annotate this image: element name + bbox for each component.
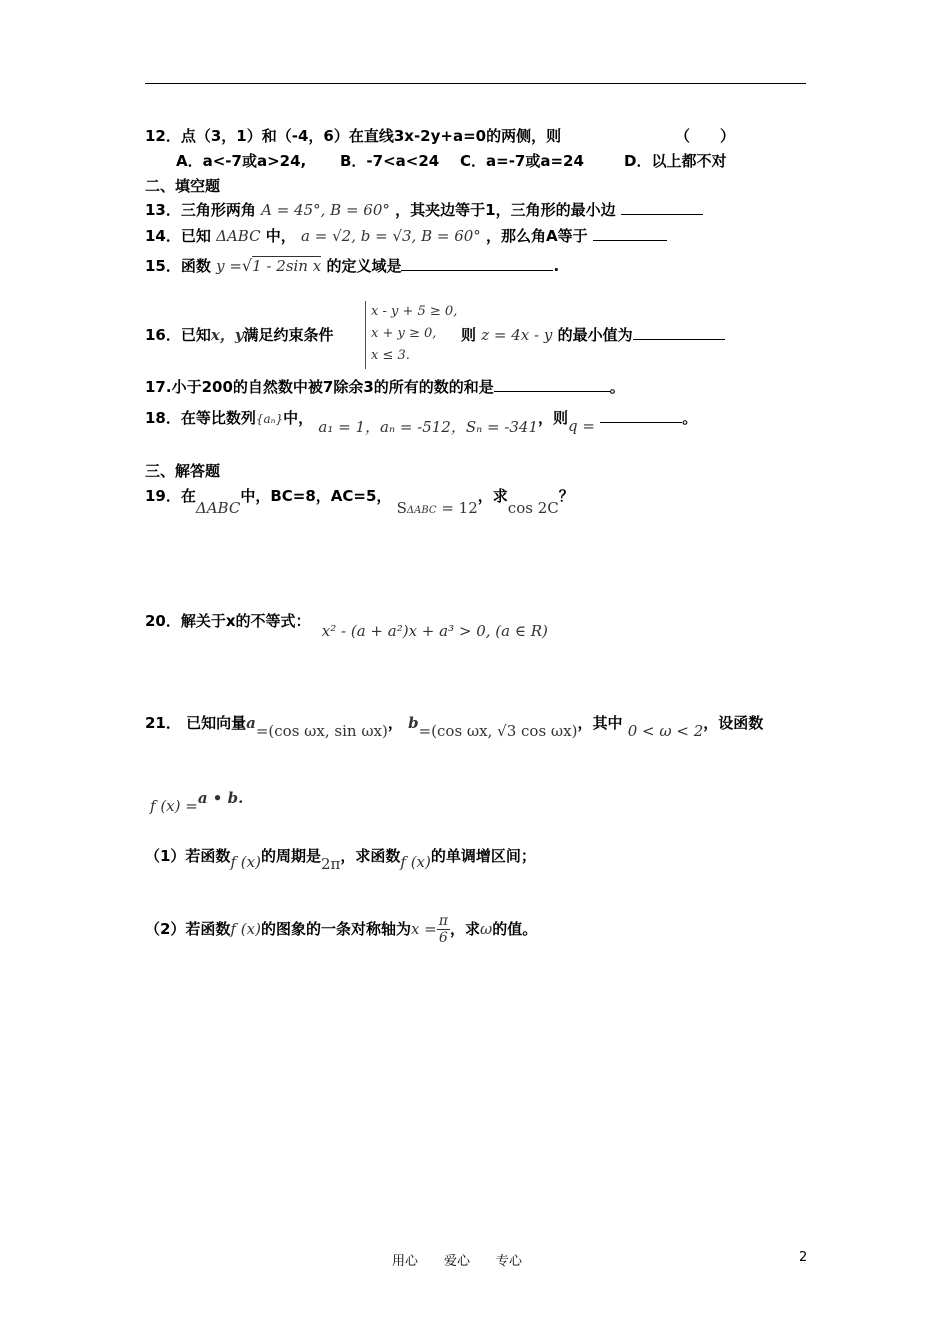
omega-range: 0 < ω < 2: [627, 722, 704, 740]
triangle-label: ΔABC: [216, 227, 261, 245]
question-12: [145, 126, 561, 146]
question-15-prefix: 15．函数: [145, 257, 211, 275]
period-mark: 。: [609, 378, 625, 396]
objective-function: z = 4x - y: [481, 326, 553, 344]
question-13-math: A = 45°, B = 60°: [261, 201, 390, 219]
part-1-prefix: （1）若函数: [145, 847, 231, 865]
area-expression: [397, 499, 478, 517]
part-2-axis-label: 的图象的一条对称轴为: [260, 920, 411, 938]
section-solve-heading: 三、解答题: [145, 462, 221, 480]
vector-b: b: [408, 714, 419, 732]
option-b: B．-7<a<24: [340, 152, 440, 170]
question-14-prefix: 14．已知: [145, 227, 211, 245]
question-16-constraint-label: 满足约束条件: [243, 326, 334, 344]
question-18-prefix: 18．在等比数列: [145, 409, 256, 427]
question-18: [145, 408, 698, 436]
f-of-x: f (x): [400, 853, 431, 871]
part-1-suffix: 的单调增区间；: [430, 847, 536, 865]
f-of-x: f (x): [230, 920, 261, 938]
answer-blank: [621, 200, 703, 215]
option-d: D．以上都不对: [624, 152, 727, 170]
page-number: 2: [799, 1250, 808, 1265]
question-20: [145, 611, 548, 640]
period-value: 2π: [320, 855, 341, 873]
question-21-suffix: ，设函数: [703, 714, 764, 732]
question-mark: ？: [558, 487, 574, 505]
question-19-ask: ，求: [477, 487, 508, 505]
question-21-prefix: 21． 已知向量: [145, 714, 247, 732]
question-21-part-2: [145, 913, 537, 946]
fraction-denominator: 6: [438, 930, 448, 946]
question-14-mid: 中，: [265, 227, 296, 245]
answer-bracket: （ ）: [675, 127, 736, 145]
header-rule: [145, 83, 806, 84]
question-18-math: a₁ = 1，aₙ = -512，Sₙ = -341: [318, 418, 539, 436]
question-16-then: 则: [461, 326, 477, 344]
footer-motto: 用心 爱心 专心: [392, 1254, 523, 1269]
question-15-suffix: 的定义域是: [326, 257, 402, 275]
constraint-2: x + y ≥ 0,: [371, 326, 437, 341]
function-y: y =: [216, 257, 242, 275]
vector-a-value: =(cos ωx, sin ωx): [255, 722, 388, 740]
cos-2c: cos 2C: [507, 499, 559, 517]
question-16-objective: [461, 325, 725, 345]
sqrt-icon: √: [241, 256, 253, 275]
answer-blank: [494, 377, 610, 392]
ratio-q: q =: [568, 417, 595, 435]
question-20-prefix: 20．解关于x的不等式：: [145, 612, 311, 630]
question-13: [145, 200, 703, 220]
answer-blank: [600, 408, 682, 423]
option-a: A．a<-7或a>24,: [176, 152, 307, 170]
question-16: [145, 325, 334, 345]
constraint-system: [365, 301, 457, 369]
question-15: [145, 256, 559, 276]
question-17: [145, 377, 625, 397]
option-c: C．a=-7或a=24: [460, 152, 584, 170]
question-21: [145, 713, 764, 740]
question-13-suffix: ，其夹边等于1，三角形的最小边: [395, 201, 616, 219]
omega-symbol: ω: [479, 920, 493, 938]
question-21-part-1: [145, 846, 536, 873]
question-16-prefix: 16．已知: [145, 326, 211, 344]
separator: ，: [387, 714, 403, 732]
pi-over-6: [437, 913, 450, 946]
area-subscript: ΔABC: [406, 505, 437, 516]
question-18-then: ，则: [538, 409, 569, 427]
question-14-suffix: ，那么角A等于: [486, 227, 588, 245]
part-2-ask: ，求: [449, 920, 480, 938]
question-19-given: 中，BC=8，AC=5，: [240, 487, 392, 505]
fraction-numerator: π: [438, 913, 448, 929]
f-of-x: f (x): [230, 853, 261, 871]
question-21-where: ，其中: [577, 714, 623, 732]
inequality: x² - (a + a²)x + a³ > 0, (a ∈ R): [321, 622, 548, 640]
question-13-prefix: 13．三角形两角: [145, 201, 256, 219]
question-19-prefix: 19．在: [145, 487, 196, 505]
dot-product: a • b.: [197, 789, 244, 807]
function-definition: [150, 789, 244, 816]
question-18-mid: 中，: [283, 409, 314, 427]
question-19: [145, 486, 574, 517]
f-of-x: f (x) =: [150, 797, 198, 815]
area-value: = 12: [441, 499, 478, 517]
question-14-math: a = √2, b = √3, B = 60°: [301, 227, 481, 245]
constraint-1: x - y + 5 ≥ 0,: [371, 304, 458, 319]
x-equals: x =: [410, 920, 437, 938]
period-mark: 。: [682, 409, 698, 427]
variables-xy: x，y: [210, 326, 244, 344]
question-16-suffix: 的最小值为: [557, 326, 633, 344]
question-14: [145, 226, 667, 246]
constraint-3: x ≤ 3.: [371, 348, 410, 363]
part-2-prefix: （2）若函数: [145, 920, 231, 938]
triangle-label: ΔABC: [195, 499, 241, 517]
answer-blank: [401, 256, 553, 271]
period-mark: .: [553, 257, 560, 275]
answer-blank: [593, 226, 667, 241]
part-1-ask: ，求函数: [340, 847, 401, 865]
part-1-period-label: 的周期是: [260, 847, 321, 865]
answer-blank: [633, 325, 725, 340]
section-fill-blank-heading: 二、填空题: [145, 177, 221, 195]
sequence-label: {aₙ}: [255, 412, 284, 426]
area-symbol: S: [396, 499, 407, 517]
question-17-text: 17.小于200的自然数中被7除余3的所有的数的和是: [145, 378, 494, 396]
part-2-suffix: 的值。: [492, 920, 538, 938]
vector-b-value: =(cos ωx, √3 cos ωx): [418, 722, 578, 740]
vector-a: a: [246, 714, 256, 732]
radicand: 1 - 2sin x: [252, 257, 322, 275]
question-12-text: 12．点（3，1）和（-4，6）在直线3x-2y+a=0的两侧，则: [145, 127, 562, 145]
